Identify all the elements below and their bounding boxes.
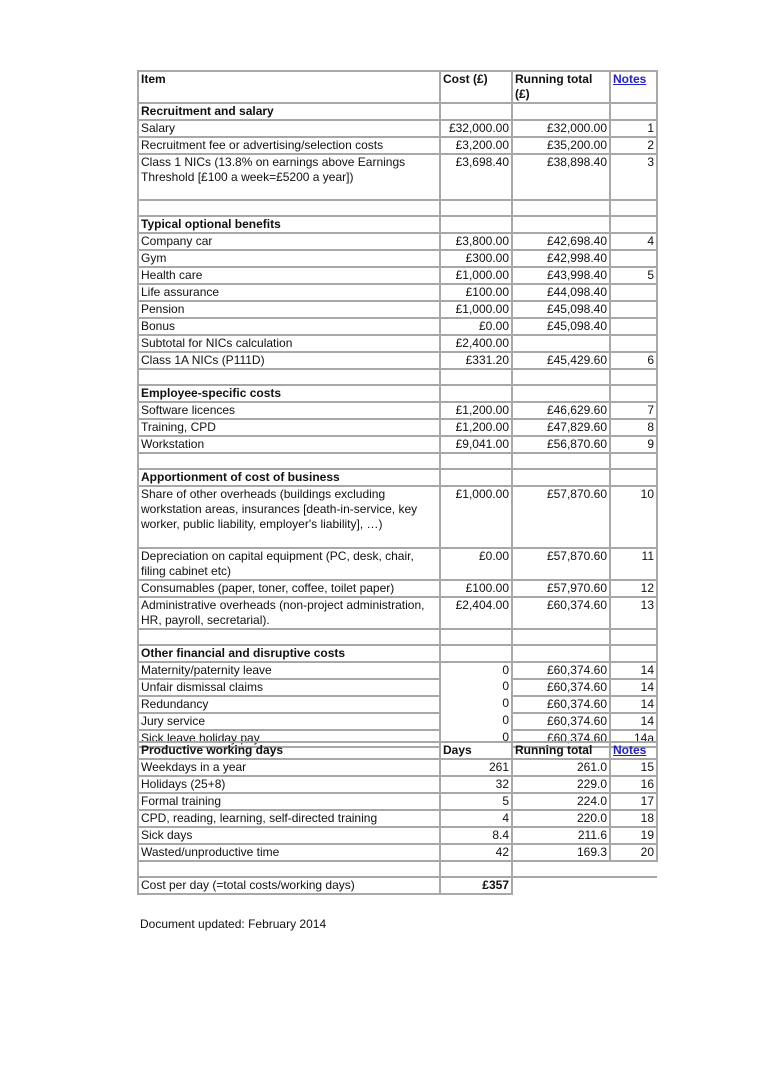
- empty-cell: [440, 469, 512, 486]
- empty-cell: [610, 645, 657, 662]
- empty-cell: [610, 216, 657, 233]
- empty-cell: [610, 469, 657, 486]
- item-cell: Sick days: [138, 827, 440, 844]
- item-cell: Training, CPD: [138, 419, 440, 436]
- note-cell: 9: [610, 436, 657, 453]
- note-cell: [610, 301, 657, 318]
- notes-link[interactable]: Notes: [613, 743, 647, 757]
- empty-cell: [440, 369, 512, 385]
- note-cell: 15: [610, 759, 657, 776]
- note-cell: 5: [610, 267, 657, 284]
- cost-cell: £2,404.00: [440, 597, 512, 629]
- empty-cell: [512, 216, 610, 233]
- running-total-cell: 220.0: [512, 810, 610, 827]
- running-total-cell: £43,998.40: [512, 267, 610, 284]
- note-cell: [610, 335, 657, 352]
- note-cell: [610, 318, 657, 335]
- table-row: [138, 419, 657, 436]
- document-updated-note: Document updated: February 2014: [140, 917, 327, 931]
- notes-link[interactable]: Notes: [613, 72, 647, 86]
- item-cell: Maternity/paternity leave: [138, 662, 440, 679]
- cost-cell: 0: [440, 679, 512, 696]
- table-row: [138, 301, 657, 318]
- cost-cell: £100.00: [440, 284, 512, 301]
- running-total-cell: 211.6: [512, 827, 610, 844]
- running-total-cell: £44,098.40: [512, 284, 610, 301]
- table-row: [138, 759, 657, 776]
- days-cell: 32: [440, 776, 512, 793]
- note-cell: 14: [610, 679, 657, 696]
- item-header: Item: [138, 71, 440, 103]
- item-cell: Health care: [138, 267, 440, 284]
- running-total-cell: £32,000.00: [512, 120, 610, 137]
- empty-cell: [440, 453, 512, 469]
- running-total-cell: £45,098.40: [512, 301, 610, 318]
- running-total-cell: 229.0: [512, 776, 610, 793]
- empty-cell: [610, 453, 657, 469]
- item-cell: Class 1A NICs (P111D): [138, 352, 440, 369]
- cost-cell: £3,200.00: [440, 137, 512, 154]
- empty-cell: [138, 369, 440, 385]
- note-cell: 20: [610, 844, 657, 861]
- note-cell: [610, 284, 657, 301]
- table-row: [138, 120, 657, 137]
- table-row: [138, 793, 657, 810]
- section-title: Apportionment of cost of business: [138, 469, 440, 486]
- running-total-cell: £60,374.60: [512, 597, 610, 629]
- cost-per-day-label: Cost per day (=total costs/working days): [138, 877, 440, 894]
- header-row: [138, 71, 657, 103]
- running-total-cell: £38,898.40: [512, 154, 610, 200]
- cost-cell: 0: [440, 662, 512, 679]
- empty-cell: [138, 200, 440, 216]
- section-title: Other financial and disruptive costs: [138, 645, 440, 662]
- item-cell: Company car: [138, 233, 440, 250]
- section-title: Employee-specific costs: [138, 385, 440, 402]
- cost-per-day-value: £357: [440, 877, 512, 894]
- table-row: [138, 580, 657, 597]
- empty-cell: [610, 103, 657, 120]
- empty-cell: [610, 385, 657, 402]
- empty-cell: [138, 861, 440, 877]
- item-cell: Holidays (25+8): [138, 776, 440, 793]
- empty-cell: [440, 216, 512, 233]
- running-total-cell: £60,374.60: [512, 662, 610, 679]
- note-cell: 10: [610, 486, 657, 548]
- section-title: Typical optional benefits: [138, 216, 440, 233]
- note-cell: 1: [610, 120, 657, 137]
- note-cell: 18: [610, 810, 657, 827]
- cost-cell: 0: [440, 713, 512, 730]
- cost-cell: £32,000.00: [440, 120, 512, 137]
- table-row: [138, 137, 657, 154]
- table-row: [138, 352, 657, 369]
- cost-cell: £1,000.00: [440, 486, 512, 548]
- table-row: [138, 318, 657, 335]
- item-cell: Software licences: [138, 402, 440, 419]
- note-cell: 8: [610, 419, 657, 436]
- cost-cell: £3,800.00: [440, 233, 512, 250]
- note-cell: 12: [610, 580, 657, 597]
- empty-cell: [610, 877, 657, 894]
- days-cell: 42: [440, 844, 512, 861]
- running-total-cell: £46,629.60: [512, 402, 610, 419]
- days-header: Days: [440, 742, 512, 759]
- spacer-row: [138, 200, 657, 216]
- item-cell: Recruitment fee or advertising/selection costs: [138, 137, 440, 154]
- running-total-cell: £60,374.60: [512, 730, 610, 747]
- running-total-cell: £57,870.60: [512, 486, 610, 548]
- note-cell: 14: [610, 696, 657, 713]
- running-total-cell: £57,870.60: [512, 548, 610, 580]
- spacer-row: [138, 629, 657, 645]
- running-total-cell: £60,374.60: [512, 713, 610, 730]
- item-cell: Life assurance: [138, 284, 440, 301]
- table-row: [138, 713, 657, 730]
- table-row: [138, 233, 657, 250]
- section-header-row: [138, 103, 657, 120]
- empty-cell: [512, 200, 610, 216]
- section-header-row: [138, 216, 657, 233]
- empty-cell: [610, 200, 657, 216]
- cost-cell: £331.20: [440, 352, 512, 369]
- empty-cell: [610, 861, 657, 877]
- item-cell: Unfair dismissal claims: [138, 679, 440, 696]
- note-cell: 14: [610, 662, 657, 679]
- running-total-cell: 261.0: [512, 759, 610, 776]
- empty-cell: [512, 645, 610, 662]
- spacer-row: [138, 369, 657, 385]
- table-row: [138, 548, 657, 580]
- running-total-cell: £42,698.40: [512, 233, 610, 250]
- days-cell: 8.4: [440, 827, 512, 844]
- item-cell: Salary: [138, 120, 440, 137]
- item-cell: Subtotal for NICs calculation: [138, 335, 440, 352]
- item-cell: Weekdays in a year: [138, 759, 440, 776]
- spacer-row: [138, 861, 657, 877]
- table-row: [138, 827, 657, 844]
- empty-cell: [440, 200, 512, 216]
- cost-cell: £100.00: [440, 580, 512, 597]
- employee-cost-table: [137, 70, 658, 748]
- cost-per-day-row: [138, 877, 657, 894]
- running-total-header: Running total: [512, 742, 610, 759]
- table-row: [138, 810, 657, 827]
- running-total-cell: £60,374.60: [512, 679, 610, 696]
- item-cell: Consumables (paper, toner, coffee, toilet paper): [138, 580, 440, 597]
- table-row: [138, 776, 657, 793]
- cost-cell: £1,000.00: [440, 267, 512, 284]
- cost-cell: £1,200.00: [440, 402, 512, 419]
- notes-header[interactable]: [610, 71, 657, 103]
- section-header-row: [138, 469, 657, 486]
- item-cell: Share of other overheads (buildings excluding workstation areas, insurances [death-in-service, key worker, public liability, employer's liability], …): [138, 486, 440, 548]
- empty-cell: [138, 629, 440, 645]
- cost-cell: 0: [440, 696, 512, 713]
- empty-cell: [440, 103, 512, 120]
- note-cell: 11: [610, 548, 657, 580]
- empty-cell: [512, 877, 610, 894]
- empty-cell: [440, 629, 512, 645]
- cost-cell: £300.00: [440, 250, 512, 267]
- empty-cell: [512, 369, 610, 385]
- table-row: [138, 402, 657, 419]
- item-header: Productive working days: [138, 742, 440, 759]
- section-header-row: [138, 645, 657, 662]
- cost-cell: £9,041.00: [440, 436, 512, 453]
- spacer-row: [138, 453, 657, 469]
- running-total-cell: [512, 335, 610, 352]
- item-cell: Formal training: [138, 793, 440, 810]
- item-cell: Jury service: [138, 713, 440, 730]
- empty-cell: [440, 645, 512, 662]
- empty-cell: [440, 861, 512, 877]
- note-cell: 16: [610, 776, 657, 793]
- days-cell: 261: [440, 759, 512, 776]
- note-cell: 19: [610, 827, 657, 844]
- running-total-cell: £56,870.60: [512, 436, 610, 453]
- table-row: [138, 436, 657, 453]
- item-cell: Administrative overheads (non-project administration, HR, payroll, secretarial).: [138, 597, 440, 629]
- note-cell: 7: [610, 402, 657, 419]
- cost-header: Cost (£): [440, 71, 512, 103]
- item-cell: Wasted/unproductive time: [138, 844, 440, 861]
- table-row: [138, 662, 657, 679]
- note-cell: 14a: [610, 730, 657, 747]
- note-cell: 14: [610, 713, 657, 730]
- table-row: [138, 284, 657, 301]
- notes-header[interactable]: [610, 742, 657, 759]
- cost-cell: £3,698.40: [440, 154, 512, 200]
- note-cell: 13: [610, 597, 657, 629]
- running-total-cell: 224.0: [512, 793, 610, 810]
- item-cell: Class 1 NICs (13.8% on earnings above Earnings Threshold [£100 a week=£5200 a year]): [138, 154, 440, 200]
- table-row: [138, 597, 657, 629]
- running-total-cell: £35,200.00: [512, 137, 610, 154]
- cost-cell: £0.00: [440, 318, 512, 335]
- table-row: [138, 679, 657, 696]
- note-cell: 2: [610, 137, 657, 154]
- item-cell: Depreciation on capital equipment (PC, desk, chair, filing cabinet etc): [138, 548, 440, 580]
- empty-cell: [610, 369, 657, 385]
- header-row: [138, 742, 657, 759]
- empty-cell: [512, 469, 610, 486]
- item-cell: Workstation: [138, 436, 440, 453]
- note-cell: 6: [610, 352, 657, 369]
- cost-cell: 0: [440, 730, 512, 747]
- running-total-cell: £57,970.60: [512, 580, 610, 597]
- note-cell: [610, 250, 657, 267]
- table-row: [138, 486, 657, 548]
- table-row: [138, 844, 657, 861]
- section-header-row: [138, 385, 657, 402]
- empty-cell: [138, 453, 440, 469]
- table-row: [138, 696, 657, 713]
- table-row: [138, 250, 657, 267]
- running-total-header: Running total (£): [512, 71, 610, 103]
- empty-cell: [512, 103, 610, 120]
- note-cell: 4: [610, 233, 657, 250]
- note-cell: 17: [610, 793, 657, 810]
- empty-cell: [512, 861, 610, 877]
- cost-cell: £0.00: [440, 548, 512, 580]
- table-row: [138, 267, 657, 284]
- empty-cell: [512, 385, 610, 402]
- item-cell: Bonus: [138, 318, 440, 335]
- cost-cell: £2,400.00: [440, 335, 512, 352]
- note-cell: 3: [610, 154, 657, 200]
- item-cell: CPD, reading, learning, self-directed training: [138, 810, 440, 827]
- empty-cell: [440, 385, 512, 402]
- cost-cell: £1,000.00: [440, 301, 512, 318]
- cost-cell: £1,200.00: [440, 419, 512, 436]
- item-cell: Gym: [138, 250, 440, 267]
- running-total-cell: £60,374.60: [512, 696, 610, 713]
- running-total-cell: £42,998.40: [512, 250, 610, 267]
- item-cell: Sick leave holiday pay: [138, 730, 440, 747]
- days-cell: 5: [440, 793, 512, 810]
- table-row: [138, 335, 657, 352]
- running-total-cell: £47,829.60: [512, 419, 610, 436]
- table-row: [138, 154, 657, 200]
- empty-cell: [512, 453, 610, 469]
- item-cell: Redundancy: [138, 696, 440, 713]
- working-days-table: [137, 741, 658, 895]
- running-total-cell: £45,429.60: [512, 352, 610, 369]
- running-total-cell: £45,098.40: [512, 318, 610, 335]
- empty-cell: [512, 629, 610, 645]
- item-cell: Pension: [138, 301, 440, 318]
- section-title: Recruitment and salary: [138, 103, 440, 120]
- empty-cell: [610, 629, 657, 645]
- days-cell: 4: [440, 810, 512, 827]
- running-total-cell: 169.3: [512, 844, 610, 861]
